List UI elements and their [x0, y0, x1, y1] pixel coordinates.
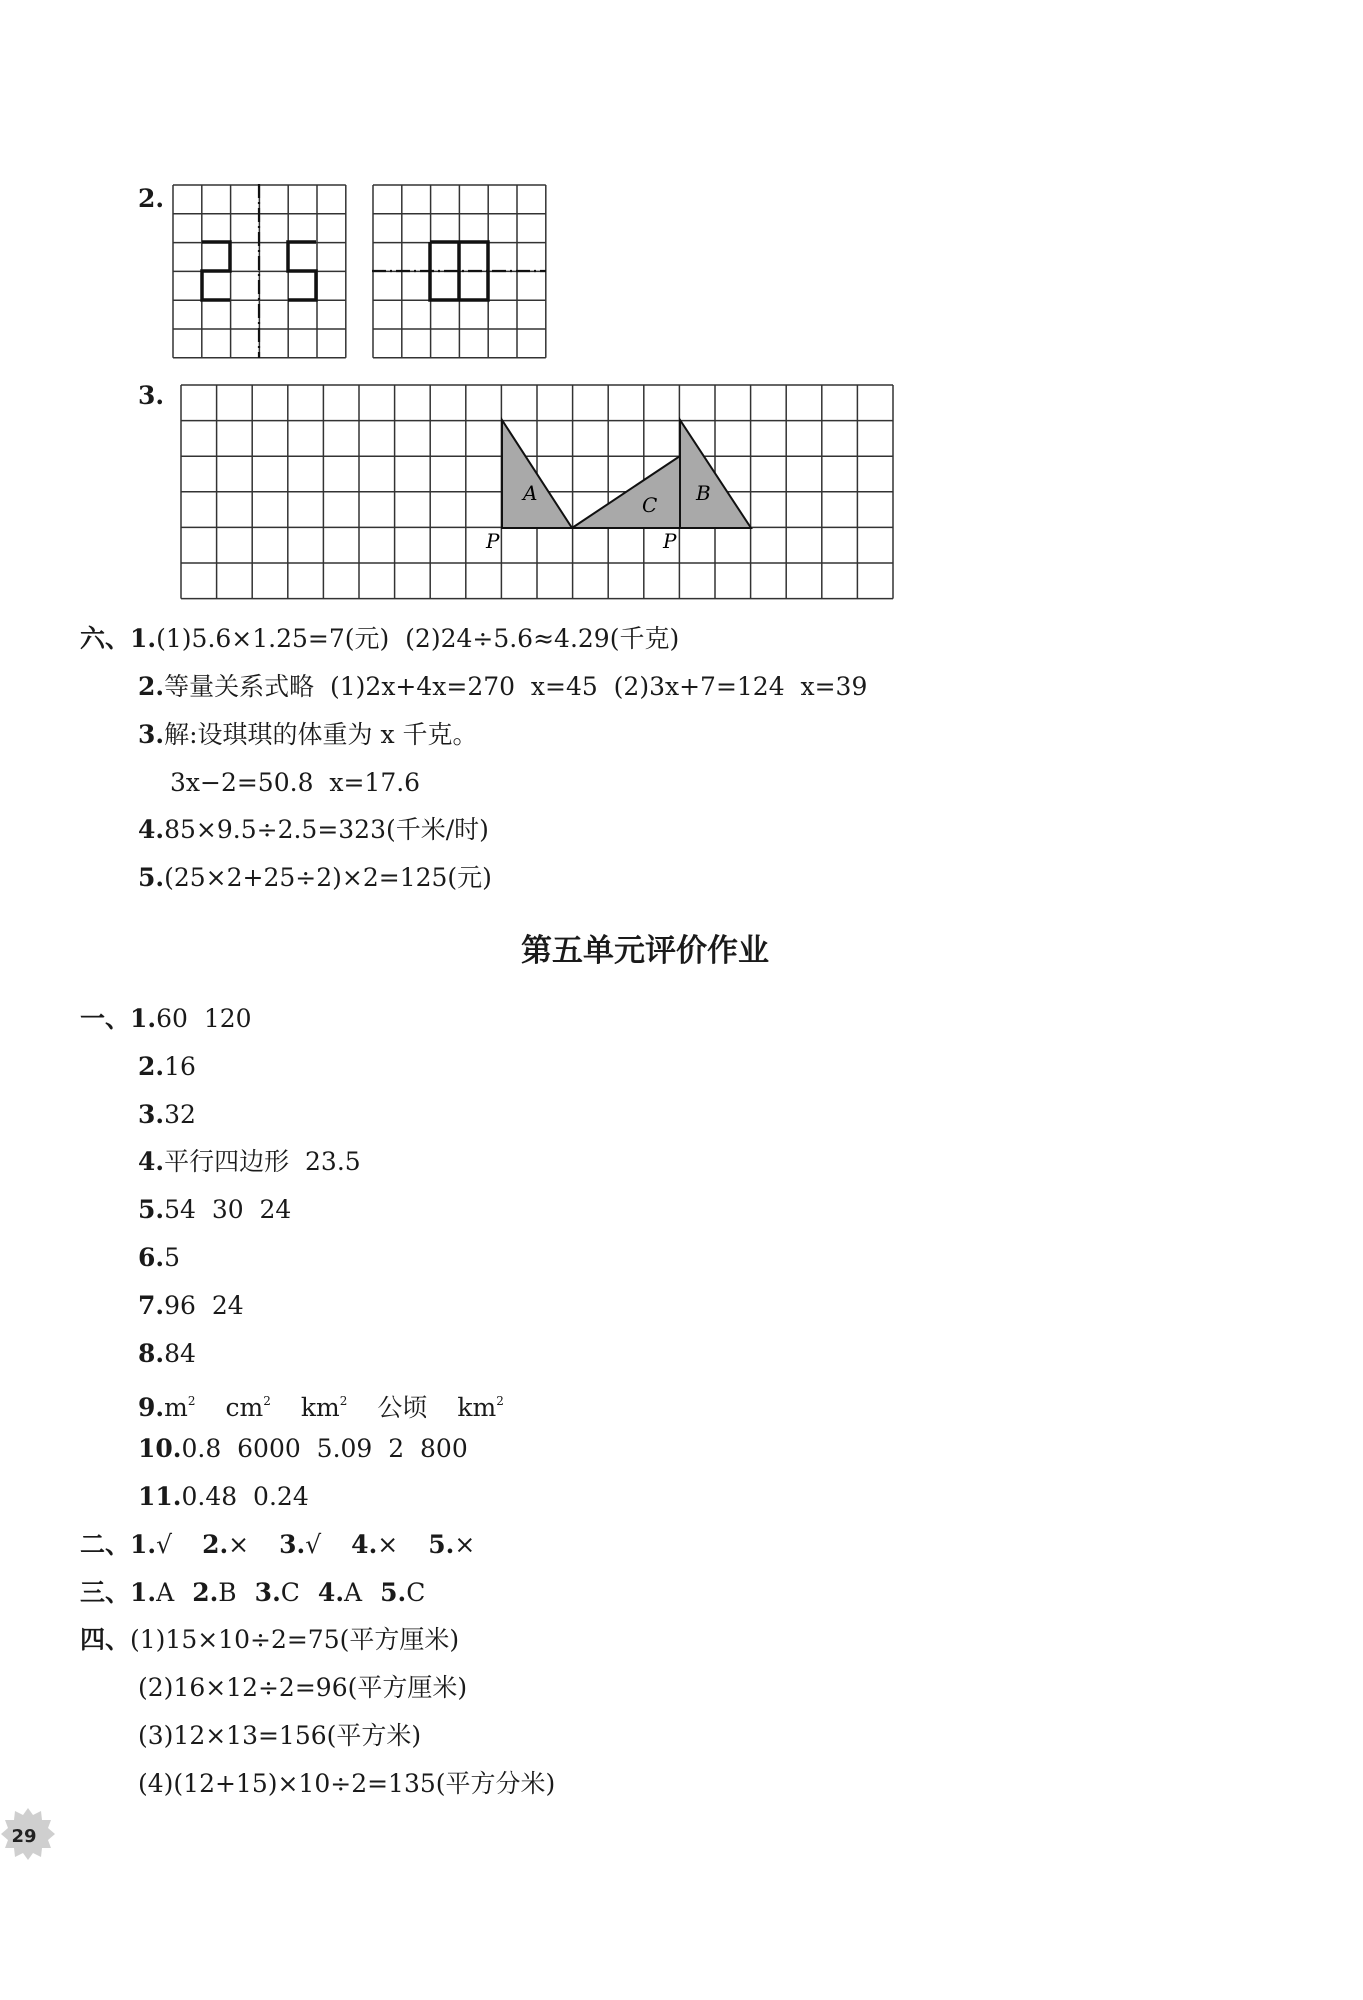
sec6-item2: 2.等量关系式略 (1)2x+4x=270 x=45 (2)3x+7=124 x=39	[138, 672, 868, 701]
page-number-badge	[0, 1806, 56, 1862]
sec1-item7: 7.96 24	[138, 1291, 244, 1320]
sec4-item1: 四、(1)15×10÷2=75(平方厘米)	[80, 1625, 460, 1654]
symmetry-grid-left	[172, 184, 348, 360]
sec2-answers: 二、1.√ 2.× 3.√ 4.× 5.×	[80, 1530, 476, 1559]
page-number: 29	[11, 1826, 37, 1847]
sec6-item4: 4.85×9.5÷2.5=323(千米/时)	[138, 815, 489, 844]
q3-label: 3.	[138, 381, 165, 410]
label-c: C	[642, 493, 658, 517]
sec1-item6: 6.5	[138, 1243, 181, 1272]
digit-5-shape	[288, 242, 316, 300]
sec1-item11: 11.0.48 0.24	[138, 1482, 309, 1511]
q2-label: 2.	[138, 184, 165, 213]
sec1-item4: 4.平行四边形 23.5	[138, 1147, 361, 1176]
sec4-item2: (2)16×12÷2=96(平方厘米)	[138, 1673, 468, 1702]
sec6-item1: 六、1.(1)5.6×1.25=7(元) (2)24÷5.6≈4.29(千克)	[80, 624, 680, 653]
sec4-item3: (3)12×13=156(平方米)	[138, 1721, 422, 1750]
sec1-item1: 一、1.60 120	[80, 1004, 252, 1033]
sec1-item9: $9.m^2$ $cm^2$ $km^2$ 公顷 $km^2$	[138, 1393, 504, 1422]
sec1-item10: 10.0.8 6000 5.09 2 800	[138, 1434, 468, 1463]
sec3-answers: 三、1.A 2.B 3.C 4.A 5.C	[80, 1578, 426, 1607]
symmetry-grid-right	[372, 184, 548, 360]
label-b: B	[696, 481, 711, 505]
sec6-item3-equation: 3x−2=50.8 x=17.6	[170, 768, 421, 797]
sec1-item5: 5.54 30 24	[138, 1195, 292, 1224]
label-p2: P	[663, 529, 677, 553]
sec6-item5: 5.(25×2+25÷2)×2=125(元)	[138, 863, 492, 892]
unit-title: 第五单元评价作业	[521, 933, 769, 969]
sec1-item8: 8.84	[138, 1339, 196, 1368]
digit-2-shape	[202, 242, 230, 300]
sec1-item2: 2.16	[138, 1052, 196, 1081]
sec6-item3: 3.解:设琪琪的体重为 x 千克。	[138, 720, 478, 749]
sec1-item3: 3.32	[138, 1100, 196, 1129]
label-a: A	[523, 481, 538, 505]
sec4-item4: (4)(12+15)×10÷2=135(平方分米)	[138, 1769, 556, 1798]
rotation-grid	[180, 384, 894, 600]
label-p1: P	[486, 529, 500, 553]
